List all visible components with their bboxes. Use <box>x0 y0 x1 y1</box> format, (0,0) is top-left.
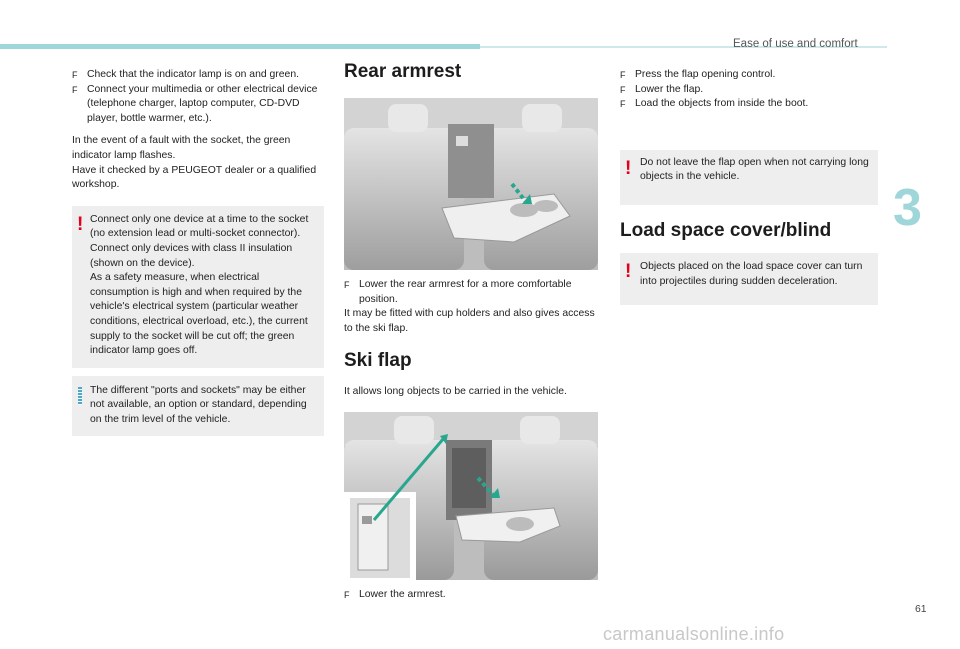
watermark: carmanualsonline.info <box>603 624 785 644</box>
warning-icon: ! <box>625 157 632 179</box>
fault-paragraph: In the event of a fault with the socket, the green indicator lamp flashes. <box>72 135 291 161</box>
load-space-title: Load space cover/blind <box>620 219 832 241</box>
bullet-text: Press the flap opening control. <box>635 69 776 80</box>
bullet-item <box>620 97 876 112</box>
column-3 <box>620 68 876 305</box>
chapter-number: 3 <box>893 179 922 237</box>
header-accent-bar <box>0 44 480 49</box>
bullet-marker: F <box>344 280 350 290</box>
bullet-marker: F <box>620 99 626 110</box>
bullet-item <box>620 68 876 83</box>
bullet-marker: F <box>620 70 626 80</box>
info-icon <box>78 387 82 405</box>
section-title: Ease of use and comfort <box>733 38 858 50</box>
bullet-marker: F <box>344 589 350 600</box>
bullet-item <box>620 83 876 98</box>
bullet-text: Lower the armrest. <box>359 588 446 600</box>
rear-armrest-figure <box>344 98 598 270</box>
bullet-text: Connect your multimedia or other electrical device (telephone charger, laptop computer, CD-DVD player, bottle warmer, etc.). <box>87 83 318 124</box>
info-text: The different "ports and sockets" may be either not available, an option or standard, depending on the trim level of the vehicle. <box>90 384 307 425</box>
bullet-item <box>344 278 600 307</box>
column-2 <box>344 60 600 603</box>
warning-text: Do not leave the flap open when not carrying long objects in the vehicle. <box>640 156 869 183</box>
bullet-text: Check that the indicator lamp is on and green. <box>87 69 299 80</box>
bullet-text: Lower the rear armrest for a more comfortable position. <box>359 279 572 305</box>
rear-armrest-title: Rear armrest <box>344 61 462 82</box>
info-box <box>72 376 324 437</box>
warning-box <box>620 253 878 305</box>
warning-box <box>620 150 878 205</box>
warning-icon: ! <box>77 213 84 235</box>
bullet-item <box>72 83 324 127</box>
ski-flap-paragraph: It allows long objects to be carried in the vehicle. <box>344 386 567 398</box>
dealer-paragraph: Have it checked by a PEUGEOT dealer or a qualified workshop. <box>72 164 317 191</box>
bullet-marker: F <box>72 84 78 95</box>
bullet-item <box>344 588 600 603</box>
rear-armrest-illustration <box>344 98 598 270</box>
bullet-text: Load the objects from inside the boot. <box>635 98 809 110</box>
warning-text: Objects placed on the load space cover can turn into projectiles during sudden deceleration. <box>640 260 863 287</box>
ski-flap-title: Ski flap <box>344 350 412 372</box>
warning-line: As a safety measure, when electrical consumption is high and when required by the vehicle's electrical system (particular weather conditions, electrical overload, etc.), the current supply to the socket will be cut off; the green indicator lamp goes off. <box>90 272 308 357</box>
warning-icon: ! <box>625 260 632 282</box>
warning-line: Connect only devices with class II insulation (shown on the device). <box>90 242 293 269</box>
page-number: 61 <box>915 604 927 615</box>
bullet-marker: F <box>72 70 78 80</box>
ski-flap-illustration <box>344 412 598 580</box>
bullet-marker: F <box>620 84 626 95</box>
warning-line: Connect only one device at a time to the socket (no extension lead or multi-socket connector). <box>90 213 309 240</box>
armrest-paragraph: It may be fitted with cup holders and also gives access to the ski flap. <box>344 308 595 334</box>
ski-flap-figure <box>344 412 598 580</box>
bullet-text: Lower the flap. <box>635 83 704 95</box>
warning-box <box>72 206 324 368</box>
column-1 <box>72 68 324 436</box>
bullet-item <box>72 68 324 83</box>
